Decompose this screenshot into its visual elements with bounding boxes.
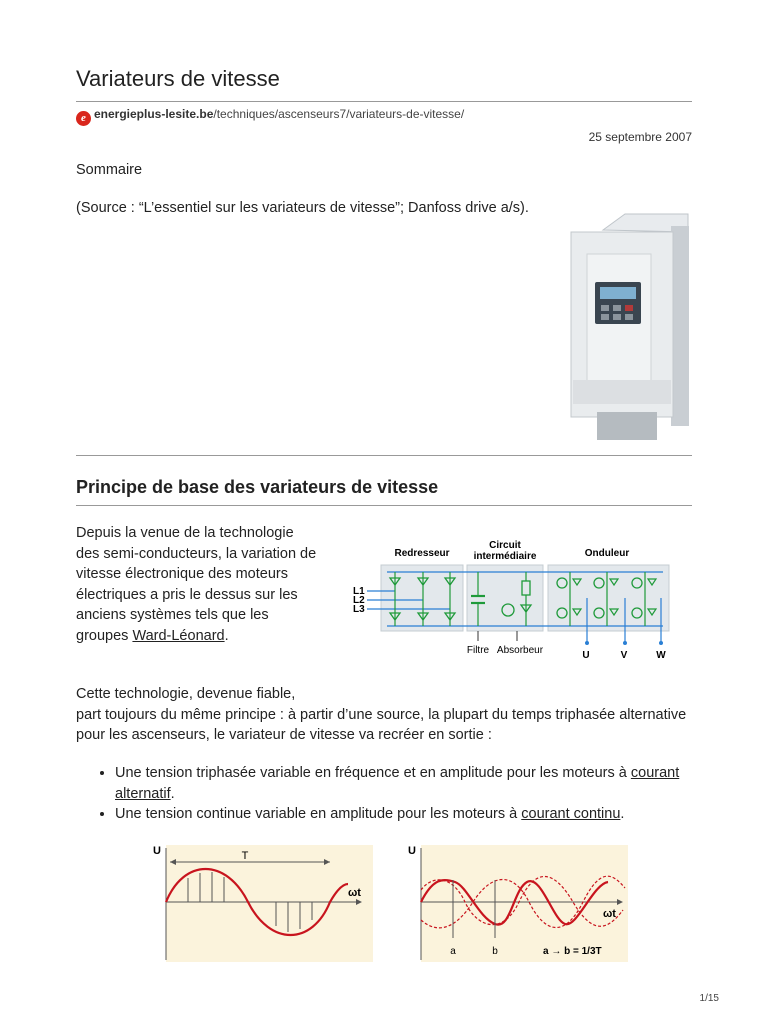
label-w: W	[656, 650, 666, 661]
source-domain[interactable]: energieplus-lesite.be	[94, 107, 214, 121]
device-bottom	[573, 380, 671, 404]
section-divider	[76, 455, 692, 456]
paragraph-technology-line2: part toujours du même principe : à partir d’une source, la plupart du temps triphasée alternative pour les ascenseurs, le variateur de vitesse va recréer en sortie :	[76, 706, 687, 743]
label-a: a	[450, 946, 456, 957]
site-logo-icon: e	[76, 111, 91, 126]
device-terminal	[597, 412, 657, 440]
source-note: (Source : “L’essentiel sur les variateurs de vitesse”; Danfoss drive a/s).	[76, 200, 529, 216]
device-key	[601, 314, 609, 320]
paragraph-intro-end: .	[224, 627, 229, 644]
list-item-text: Une tension continue variable en amplitude pour les moteurs à	[115, 806, 522, 822]
source-path[interactable]: /techniques/ascenseurs7/variateurs-de-vitesse/	[213, 107, 465, 121]
label-circuit-2: intermédiaire	[473, 551, 537, 562]
list-item	[115, 763, 695, 804]
ward-leonard-link[interactable]: Ward-Léonard	[132, 627, 225, 644]
label-onduleur: Onduleur	[584, 548, 630, 559]
label-l1: L1	[353, 586, 365, 597]
waveform-single-phase	[148, 840, 373, 962]
list-item-end: .	[620, 806, 625, 822]
source-line	[76, 107, 464, 126]
device-key	[613, 305, 621, 311]
list-item	[115, 804, 695, 825]
label-l2: L2	[353, 595, 365, 606]
publication-date: 25 septembre 2007	[588, 130, 692, 144]
label-wt: ωt	[348, 887, 361, 899]
label-u: U	[582, 650, 590, 661]
waveform-background	[166, 845, 373, 962]
list-item-end: .	[170, 785, 175, 802]
waveform-three-phase	[403, 840, 628, 962]
title-divider	[76, 101, 692, 102]
page-number: 1/15	[699, 993, 719, 1004]
label-u: U	[153, 845, 161, 857]
label-v: V	[620, 650, 628, 661]
list-item-text: Une tension triphasée variable en fréquence et en amplitude pour les moteurs à	[115, 765, 631, 781]
label-b: b	[492, 946, 498, 957]
paragraph-technology	[76, 684, 692, 746]
paragraph-intro-text: Depuis la venue de la technologie des semi-conducteurs, la variation de vitesse électronique des moteurs électriques a pris le dessus sur les anciens systèmes tels que les groupes	[76, 525, 317, 644]
output-w-terminal	[659, 641, 663, 645]
label-circuit-1: Circuit	[489, 540, 521, 551]
sommaire-label: Sommaire	[76, 162, 143, 178]
output-u-terminal	[585, 641, 589, 645]
label-relation: a → b = 1/3T	[543, 946, 602, 957]
device-key	[601, 305, 609, 311]
output-voltage-list	[97, 763, 695, 825]
page-title: Variateurs de vitesse	[76, 66, 280, 91]
courant-alternatif-link[interactable]: courant alternatif	[115, 765, 680, 802]
converter-diagram	[345, 538, 675, 663]
label-l3: L3	[353, 604, 365, 615]
output-v-terminal	[623, 641, 627, 645]
paragraph-technology-line1: Cette technologie, devenue fiable,	[76, 686, 296, 702]
label-filtre: Filtre	[466, 645, 490, 656]
device-key	[625, 314, 633, 320]
label-absorbeur: Absorbeur	[496, 645, 544, 656]
device-key	[625, 305, 633, 311]
heading-underline	[76, 505, 692, 506]
inverter-panel	[548, 565, 669, 631]
label-wt: ωt	[603, 908, 616, 920]
rectifier-panel	[381, 565, 463, 631]
label-redresseur: Redresseur	[394, 548, 450, 559]
courant-continu-link[interactable]: courant continu	[521, 806, 621, 822]
paragraph-intro	[76, 523, 321, 646]
waveform-background	[421, 845, 628, 962]
label-t: T	[241, 850, 249, 862]
device-key	[613, 314, 621, 320]
device-screen	[600, 287, 636, 299]
section-heading: Principe de base des variateurs de vitesse	[76, 477, 439, 497]
label-u: U	[408, 845, 416, 857]
device-side	[671, 226, 689, 426]
drive-photo	[563, 212, 693, 444]
